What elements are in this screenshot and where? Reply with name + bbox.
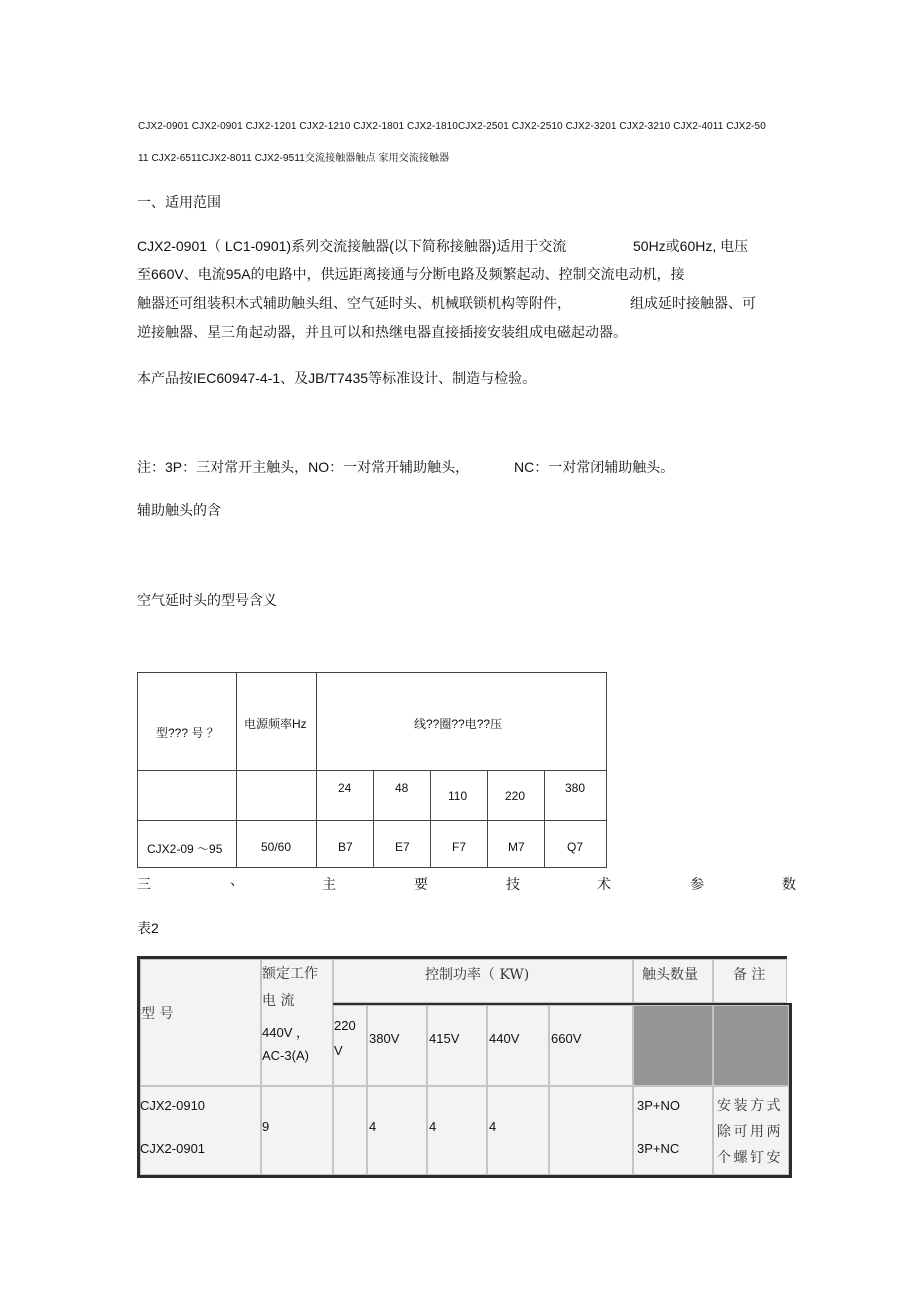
param-header-current-2: 电 流 xyxy=(262,993,295,1009)
section3-char-7: 参 xyxy=(690,876,704,892)
param-voltage-440: 440V xyxy=(489,1031,520,1046)
param-header-power: 控制功率（ KW) xyxy=(425,967,530,983)
param-header-model: 型 号 xyxy=(141,1006,174,1022)
param-power-440: 4 xyxy=(489,1119,497,1134)
section-heading-scope: 一、适用范围 xyxy=(137,194,221,210)
intro-line1-a: CJX2-0901（ LC1-0901)系列交流接触器(以下简称接触器)适用于交流 xyxy=(137,238,567,254)
contacts-shaded-cell xyxy=(633,1005,713,1086)
coil-table-header-model: 型??? 号 ？ xyxy=(156,726,219,740)
param-remark-3: 个螺钉安 xyxy=(717,1150,783,1166)
param-contacts-a: 3P+NO xyxy=(637,1098,680,1113)
param-model-a: CJX2-0910 xyxy=(140,1098,206,1113)
intro-line2: 至660V、电流95A的电路中，供远距离接通与分断电路及频繁起动、控制交流电动机，接 xyxy=(137,266,685,282)
param-header-current-4: AC-3(A) xyxy=(262,1048,309,1063)
aux-contact-heading: 辅助触头的含 xyxy=(137,502,221,518)
param-power-415: 4 xyxy=(429,1119,437,1134)
standard-text: 本产品按IEC60947-4-1、及JB/T7435等标准设计、制造与检验。 xyxy=(137,370,537,386)
param-voltage-220-a: 220 xyxy=(334,1018,356,1033)
section3-char-6: 术 xyxy=(597,876,611,892)
coil-voltage-48: 48 xyxy=(395,781,409,795)
intro-line4: 逆接触器、星三角起动器，并且可以和热继电器直接插接安装组成电磁起动器。 xyxy=(137,324,627,340)
param-voltage-220-b: V xyxy=(334,1043,343,1058)
note-text-a: 注：3P：三对常开主触头，NO：一对常开辅助触头， xyxy=(137,459,470,475)
coil-table-row-model: CJX2-09 ～95 xyxy=(147,842,223,856)
section3-char-2: 、 xyxy=(230,872,244,888)
table2-label: 表2 xyxy=(137,920,159,936)
coil-code-q7: Q7 xyxy=(567,840,584,854)
param-power-380: 4 xyxy=(369,1119,377,1134)
coil-table-row-frequency: 50/60 xyxy=(261,840,292,854)
param-voltage-415: 415V xyxy=(429,1031,460,1046)
param-remark-2: 除可用两 xyxy=(717,1124,783,1140)
coil-table-header-frequency: 电源频率Hz xyxy=(244,717,307,731)
delay-head-heading: 空气延时头的型号含义 xyxy=(137,592,277,608)
note-text-b: NC：一对常闭辅助触头。 xyxy=(514,459,675,475)
coil-voltage-220: 220 xyxy=(505,789,526,803)
section3-char-1: 三 xyxy=(137,876,151,892)
section3-char-4: 要 xyxy=(414,876,428,892)
intro-line3-b: 组成延时接触器、可 xyxy=(630,295,756,311)
param-header-contacts: 触头数量 xyxy=(642,967,698,983)
section3-char-3: 主 xyxy=(322,876,336,892)
param-header-current-3: 440V ， xyxy=(262,1025,309,1040)
param-model-b: CJX2-0901 xyxy=(140,1141,206,1156)
param-header-current-1: 额定工作 xyxy=(262,966,318,982)
param-remark-1: 安装方式 xyxy=(717,1098,783,1114)
parameter-table xyxy=(137,956,792,1178)
intro-line3-a: 触器还可组装积木式辅助触头组、空气延时头、机械联锁机构等附件， xyxy=(137,295,571,311)
coil-table-header-voltage: 线??圈??电??压 xyxy=(414,717,503,731)
doc-title-line1: CJX2-0901 CJX2-0901 CJX2-1201 CJX2-1210 CJX2-1801 CJX2-1810CJX2-2501 CJX2-2510 CJX2-3201 CJX2-3210 CJX2-4011 CJX2-50 xyxy=(138,121,766,132)
param-voltage-380: 380V xyxy=(369,1031,400,1046)
doc-title-line2: 11 CJX2-6511CJX2-8011 CJX2-9511交流接触器触点 家用交流接触器 xyxy=(138,153,450,164)
coil-voltage-table xyxy=(137,672,607,868)
coil-voltage-110: 110 xyxy=(448,789,468,803)
coil-code-f7: F7 xyxy=(452,840,467,854)
param-contacts-b: 3P+NC xyxy=(637,1141,680,1156)
coil-voltage-24: 24 xyxy=(338,781,352,795)
param-current-value: 9 xyxy=(262,1119,270,1134)
param-header-remark: 备 注 xyxy=(733,967,766,983)
remark-shaded-cell xyxy=(713,1005,789,1086)
param-voltage-660: 660V xyxy=(551,1031,582,1046)
coil-code-b7: B7 xyxy=(338,840,353,854)
intro-line1-b: 50Hz或60Hz, 电压 xyxy=(633,238,749,254)
section3-char-5: 技 xyxy=(506,876,520,892)
coil-code-m7: M7 xyxy=(508,840,525,854)
coil-voltage-380: 380 xyxy=(565,781,586,795)
section3-char-8: 数 xyxy=(782,876,796,892)
coil-code-e7: E7 xyxy=(395,840,410,854)
